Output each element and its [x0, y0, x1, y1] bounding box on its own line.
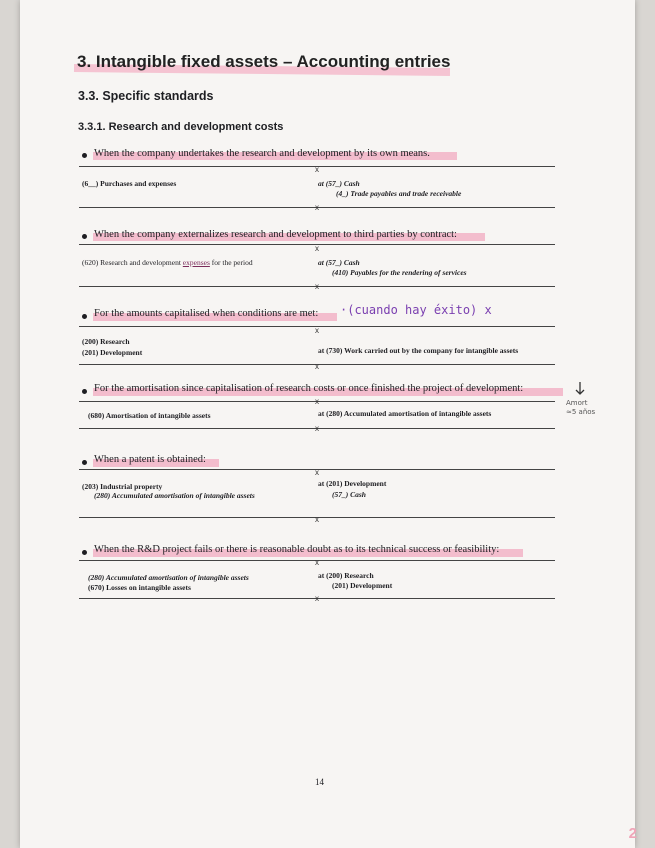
- cross-mark: x: [315, 594, 319, 603]
- page-title: 3. Intangible fixed assets – Accounting entries: [77, 52, 451, 71]
- debit-account: (680) Amortisation of intangible assets: [88, 411, 211, 420]
- debit-account: (6__) Purchases and expenses: [82, 179, 177, 188]
- debit-text: for the period: [209, 258, 253, 267]
- handwritten-note: ·(cuando hay éxito) x: [340, 303, 492, 317]
- bullet-icon: [82, 234, 87, 239]
- cross-mark: x: [315, 468, 319, 477]
- margin-note-line: ≈5 años: [566, 408, 596, 416]
- debit-account: (201) Development: [82, 348, 143, 357]
- cross-mark: x: [315, 165, 319, 174]
- debit-text: (620) Research and development: [82, 258, 183, 267]
- credit-account: (410) Payables for the rendering of services: [332, 268, 467, 277]
- page-number: 14: [315, 777, 324, 787]
- debit-account: (280) Accumulated amortisation of intangible assets: [88, 573, 249, 582]
- bullet-icon: [82, 550, 87, 555]
- cross-mark: x: [315, 326, 319, 335]
- credit-account: (57_) Cash: [332, 490, 366, 499]
- block-heading: When the R&D project fails or there is reasonable doubt as to its technical success or feasibility:: [94, 544, 500, 555]
- block-heading: When a patent is obtained:: [94, 454, 206, 465]
- debit-account: (670) Losses on intangible assets: [88, 583, 191, 592]
- subsection-heading: 3.3.1. Research and development costs: [78, 121, 284, 133]
- debit-account: (280) Accumulated amortisation of intangible assets: [94, 491, 255, 500]
- cross-mark: x: [315, 558, 319, 567]
- debit-account: [82, 258, 253, 267]
- bullet-icon: [82, 314, 87, 319]
- hand-drawn-arrow-icon: [574, 381, 586, 397]
- cross-mark: x: [315, 362, 319, 371]
- bullet-icon: [82, 460, 87, 465]
- cross-mark: x: [315, 515, 319, 524]
- cross-mark: x: [315, 424, 319, 433]
- credit-account: (201) Development: [332, 581, 393, 590]
- margin-note-line: Amort: [566, 399, 588, 407]
- block-heading: When the company externalizes research and development to third parties by contract:: [94, 229, 457, 240]
- credit-account: at (57_) Cash: [318, 258, 360, 267]
- debit-account: (203) Industrial property: [82, 482, 163, 491]
- corner-mark: 2: [628, 825, 637, 842]
- credit-account: at (57_) Cash: [318, 179, 360, 188]
- cross-mark: x: [315, 244, 319, 253]
- block-heading: When the company undertakes the research and development by its own means.: [94, 148, 430, 159]
- credit-account: at (730) Work carried out by the company for intangible assets: [318, 346, 519, 355]
- bullet-icon: [82, 389, 87, 394]
- credit-account: (4_) Trade payables and trade receivable: [336, 189, 462, 198]
- cross-mark: x: [315, 397, 319, 406]
- block-heading: For the amortisation since capitalisation of research costs or once finished the project of development:: [94, 383, 524, 394]
- bullet-icon: [82, 153, 87, 158]
- debit-account: (200) Research: [82, 337, 130, 346]
- section-heading: 3.3. Specific standards: [78, 89, 214, 103]
- underlined-word: expenses: [182, 258, 210, 267]
- block-heading: For the amounts capitalised when conditions are met:: [94, 308, 319, 319]
- credit-account: at (200) Research: [318, 571, 374, 580]
- credit-account: at (201) Development: [318, 479, 387, 488]
- credit-account: at (280) Accumulated amortisation of intangible assets: [318, 409, 492, 418]
- cross-mark: x: [315, 203, 319, 212]
- cross-mark: x: [315, 282, 319, 291]
